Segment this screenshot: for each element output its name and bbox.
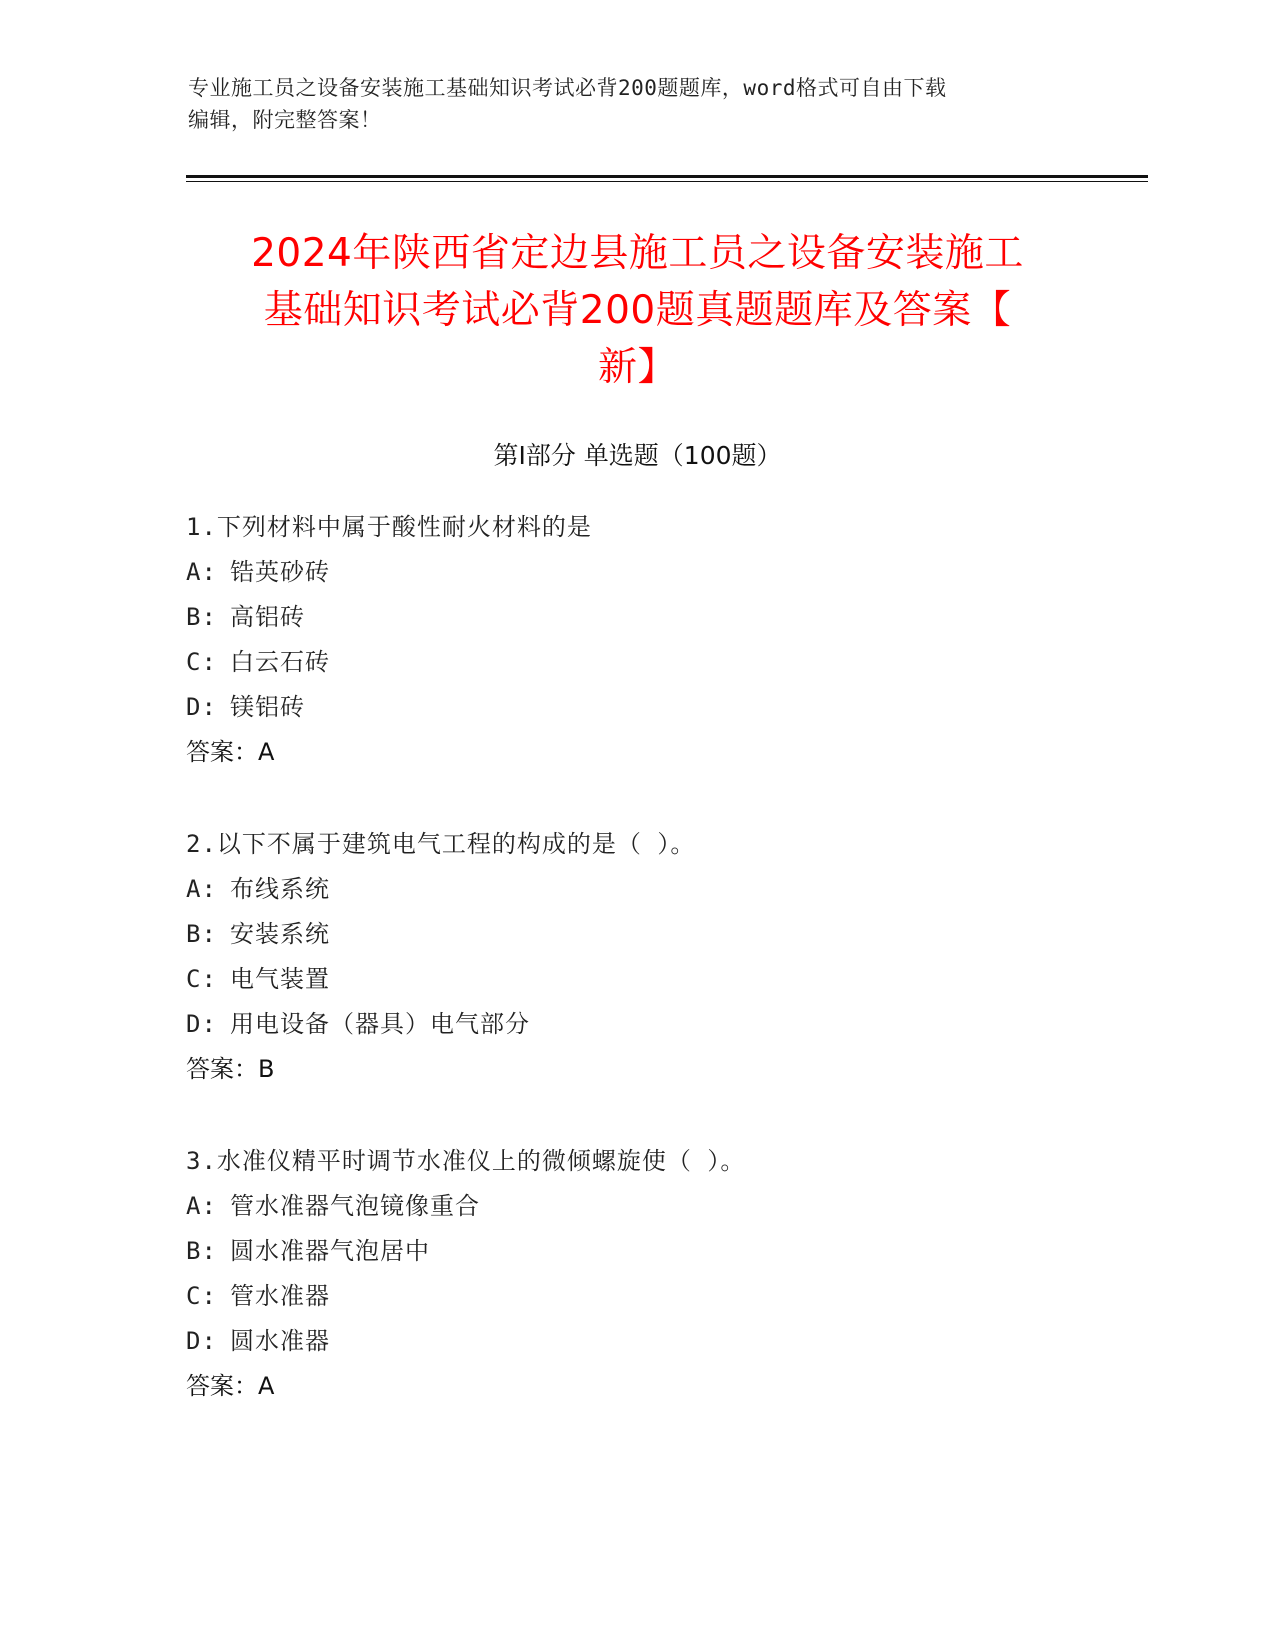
- option-letter: D:: [186, 1010, 217, 1038]
- option-letter: D:: [186, 693, 217, 721]
- option-b: [186, 912, 1146, 957]
- question-1: [186, 505, 1146, 775]
- answer-line: 答案：A: [186, 738, 275, 766]
- option-letter: B:: [186, 603, 217, 631]
- option-text: 圆水准器气泡居中: [230, 1237, 430, 1265]
- header-note-line-2: 编辑，附完整答案！: [188, 108, 382, 132]
- option-text: 安装系统: [230, 920, 330, 948]
- option-letter: C:: [186, 965, 217, 993]
- option-a: [186, 550, 1146, 595]
- question-stem: 2.以下不属于建筑电气工程的构成的是（ ）。: [186, 830, 696, 858]
- option-text: 高铝砖: [230, 603, 305, 631]
- question-2: [186, 822, 1146, 1092]
- document-title-line-3: 新】: [597, 345, 677, 390]
- question-3: [186, 1139, 1146, 1409]
- option-b: [186, 1229, 1146, 1274]
- option-d: [186, 1319, 1146, 1364]
- option-text: 管水准器: [230, 1282, 330, 1310]
- option-letter: A:: [186, 875, 217, 903]
- option-text: 锆英砂砖: [230, 558, 330, 586]
- section-title: 第Ⅰ部分 单选题（100题）: [493, 441, 782, 470]
- option-text: 管水准器气泡镜像重合: [230, 1192, 480, 1220]
- option-letter: C:: [186, 648, 217, 676]
- option-letter: B:: [186, 920, 217, 948]
- option-c: [186, 1274, 1146, 1319]
- header-note: [188, 72, 1088, 136]
- option-a: [186, 867, 1146, 912]
- option-letter: A:: [186, 1192, 217, 1220]
- header-divider-thin: [186, 181, 1148, 182]
- option-b: [186, 595, 1146, 640]
- option-letter: D:: [186, 1327, 217, 1355]
- option-c: [186, 640, 1146, 685]
- option-d: [186, 685, 1146, 730]
- option-d: [186, 1002, 1146, 1047]
- option-letter: A:: [186, 558, 217, 586]
- header-note-line-1: 专业施工员之设备安装施工基础知识考试必背200题题库，word格式可自由下载: [188, 76, 947, 100]
- option-text: 电气装置: [230, 965, 330, 993]
- option-a: [186, 1184, 1146, 1229]
- option-text: 用电设备（器具）电气部分: [230, 1010, 530, 1038]
- question-stem: 1.下列材料中属于酸性耐火材料的是: [186, 513, 592, 541]
- question-stem: 3.水准仪精平时调节水准仪上的微倾螺旋使（ ）。: [186, 1147, 746, 1175]
- option-text: 布线系统: [230, 875, 330, 903]
- header-divider-thick: [186, 175, 1148, 178]
- option-letter: C:: [186, 1282, 217, 1310]
- document-title-line-1: 2024年陕西省定边县施工员之设备安装施工: [251, 231, 1024, 276]
- option-text: 镁铝砖: [230, 693, 305, 721]
- option-text: 圆水准器: [230, 1327, 330, 1355]
- answer-line: 答案：A: [186, 1372, 275, 1400]
- option-text: 白云石砖: [230, 648, 330, 676]
- answer-line: 答案：B: [186, 1055, 275, 1083]
- document-title: [180, 225, 1095, 396]
- option-c: [186, 957, 1146, 1002]
- option-letter: B:: [186, 1237, 217, 1265]
- document-title-line-2: 基础知识考试必背200题真题题库及答案【: [263, 288, 1012, 333]
